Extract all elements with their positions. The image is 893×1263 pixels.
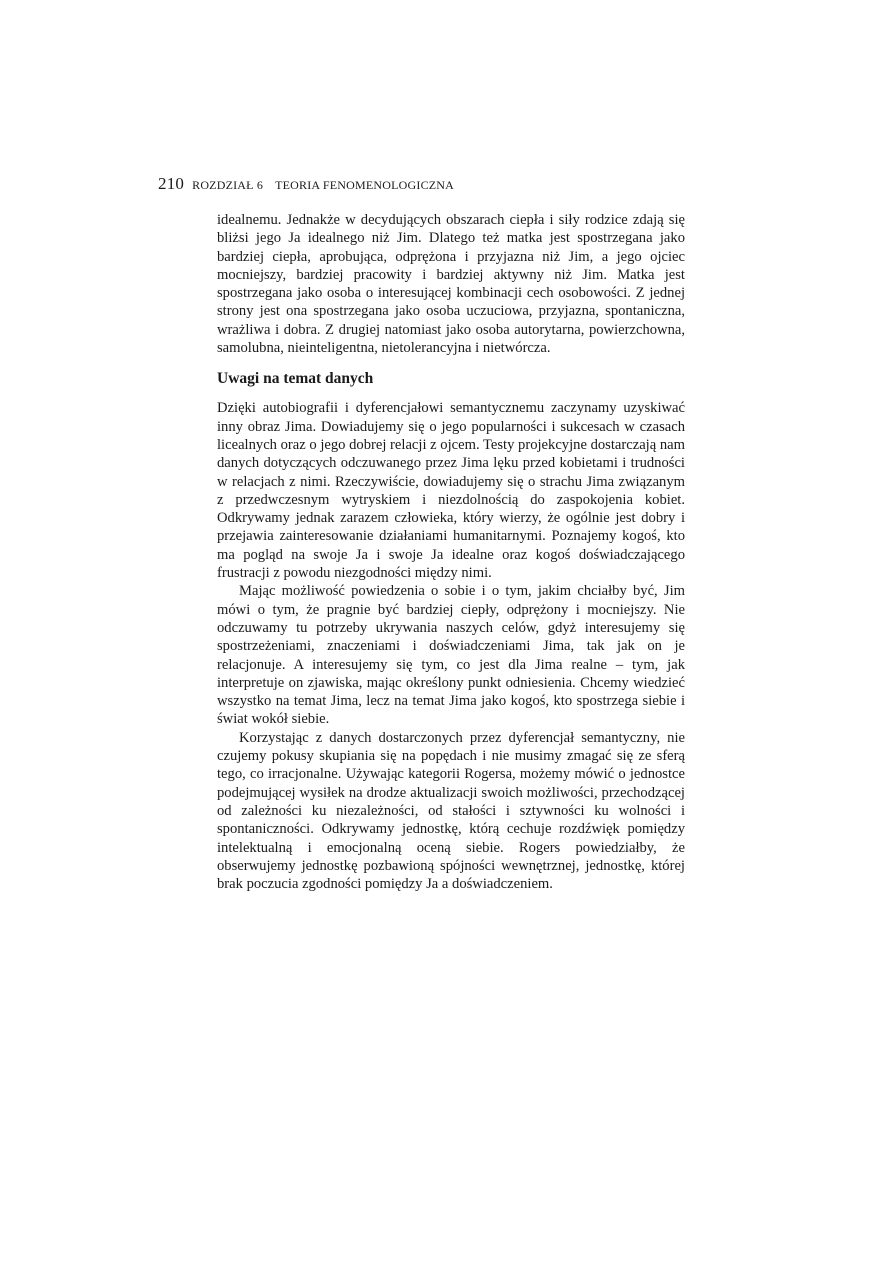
running-head (158, 174, 698, 194)
chapter-label: ROZDZIAŁ 6 (192, 178, 264, 192)
chapter-title: TEORIA FENOMENOLOGICZNA (275, 178, 455, 192)
paragraph: Dzięki autobiografii i dyferencjałowi semantycznemu zaczynamy uzyskiwać inny obraz Jima. Dowiadujemy się o jego popularności i sukcesach w czasach licealnych oraz o jego dobrej relacji z ojcem. Testy projekcyjne dostarczają nam danych dotyczących odczuwanego przez Jima lęku przed kobietami i trudności w relacjach z nimi. Rzeczywiście, dowiadujemy się o strachu Jima związanym z przedwczesnym wytryskiem i niezdolnością do zaspokojenia kobiet. Odkrywamy jednak zarazem człowieka, który wierzy, że ogólnie jest dobry i przejawia zainteresowanie działaniami humanitarnymi. Poznajemy kogoś, kto ma pogląd na swoje Ja i swoje Ja idealne oraz kogoś doświadczającego frustracji z powodu niezgodności między nimi. (217, 400, 685, 582)
section-heading: Uwagi na temat danych (217, 370, 374, 388)
paragraph: Mając możliwość powiedzenia o sobie i o tym, jakim chciałby być, Jim mówi o tym, że pragnie być bardziej ciepły, odprężony i mocniejszy. Nie odczuwamy tu potrzeby ukrywania naszych celów, gdyż interesujemy się spostrzeżeniami, znaczeniami i doświadczeniami Jima, tak jak on je relacjonuje. A interesujemy się tym, co jest dla Jima realne – tym, jak interpretuje on zjawiska, mając określony punkt odniesienia. Chcemy wiedzieć wszystko na temat Jima, lecz na temat Jima jako kogoś, kto spostrzega siebie i świat wokół siebie. (217, 583, 685, 728)
page-number: 210 (158, 174, 185, 193)
paragraph: Korzystając z danych dostarczonych przez dyferencjał semantyczny, nie czujemy pokusy skupiania się na popędach i nie musimy zmagać się ze sferą tego, co irracjonalne. Używając kategorii Rogersa, możemy mówić o jednostce podejmującej wysiłek na drodze aktualizacji swoich możliwości, przechodzącej od zależności ku niezależności, od stałości i sztywności ku wolności i spontaniczności. Odkrywamy jednostkę, którą cechuje rozdźwięk pomiędzy intelektualną i emocjonalną oceną siebie. Rogers powiedziałby, że obserwujemy jednostkę pozbawioną spójności wewnętrznej, jednostkę, której brak poczucia zgodności pomiędzy Ja a doświadczeniem. (217, 729, 685, 893)
paragraph-continued: idealnemu. Jednakże w decydujących obszarach ciepła i siły rodzice zdają się bliżsi jego Ja idealnego niż Jim. Dlatego też matka jest spostrzegana jako bardziej ciepła, aprobująca, odprężona i przyjazna niż Jim, a jego ojciec mocniejszy, bardziej pracowity i bardziej aktywny niż Jim. Matka jest spostrzegana jako osoba o interesującej kombinacji cech osobowości. Z jednej strony jest ona spostrzegana jako osoba uczuciowa, przyjazna, spontaniczna, wrażliwa i dobra. Z drugiej natomiast jako osoba autorytarna, powierzchowna, samolubna, nieinteligentna, nietolerancyjna i nietwórcza. (217, 212, 685, 357)
body-text (217, 211, 685, 893)
